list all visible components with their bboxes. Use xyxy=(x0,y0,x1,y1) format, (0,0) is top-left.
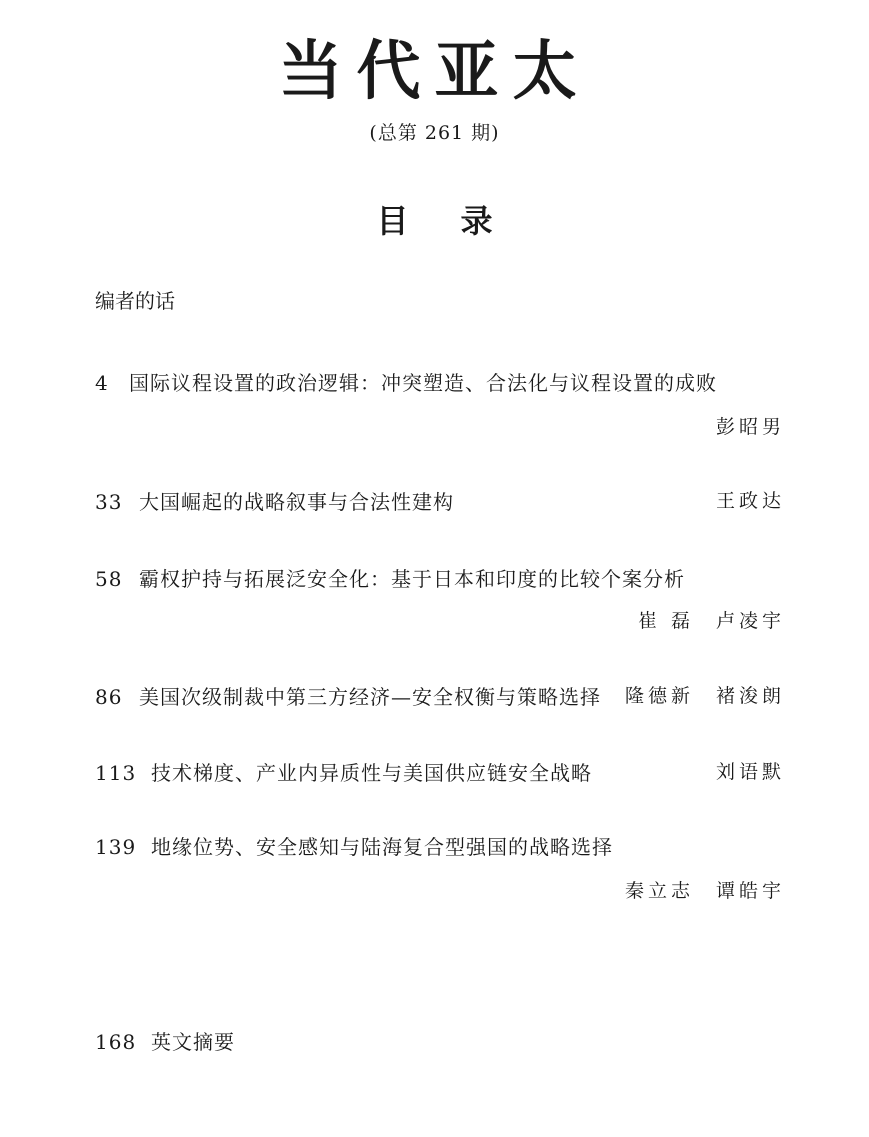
page-number: 139 xyxy=(95,835,137,859)
author-name: 褚浚朗 xyxy=(715,685,785,707)
toc-entry[interactable] xyxy=(95,1032,235,1052)
author-name: 谭皓宇 xyxy=(715,880,785,902)
article-author xyxy=(638,612,785,631)
article-title: 技术梯度、产业内异质性与美国供应链安全战略 xyxy=(151,761,592,785)
article-title: 英文摘要 xyxy=(151,1030,235,1054)
journal-title: 当代亚太 xyxy=(278,34,591,109)
page-number: 58 xyxy=(95,567,123,591)
author-name: 彭昭男 xyxy=(715,416,785,438)
toc-entry[interactable] xyxy=(95,373,717,393)
article-title: 地缘位势、安全感知与陆海复合型强国的战略选择 xyxy=(151,835,613,859)
toc-heading: 目录 xyxy=(376,202,545,240)
author-name: 崔 磊 xyxy=(637,610,694,632)
author-name: 卢凌宇 xyxy=(715,610,785,632)
article-author xyxy=(716,763,785,782)
article-author xyxy=(716,418,785,437)
issue-number: (总第 261 期) xyxy=(369,122,500,144)
page-number: 4 xyxy=(95,371,109,395)
article-title: 国际议程设置的政治逻辑：冲突塑造、合法化与议程设置的成败 xyxy=(129,371,717,395)
article-title: 美国次级制裁中第三方经济—安全权衡与策略选择 xyxy=(139,685,601,709)
article-title: 霸权护持与拓展泛安全化：基于日本和印度的比较个案分析 xyxy=(139,567,685,591)
article-author xyxy=(625,687,785,706)
page-number: 33 xyxy=(95,490,123,514)
author-name: 王政达 xyxy=(715,490,785,512)
toc-entry[interactable] xyxy=(95,687,601,707)
toc-entry[interactable] xyxy=(95,492,454,512)
author-name: 隆德新 xyxy=(624,685,694,707)
toc-entry[interactable] xyxy=(95,569,685,589)
toc-entry[interactable] xyxy=(95,763,592,783)
author-name: 刘语默 xyxy=(715,761,785,783)
article-author xyxy=(716,492,785,511)
toc-entry[interactable] xyxy=(95,837,613,857)
article-title: 大国崛起的战略叙事与合法性建构 xyxy=(139,490,454,514)
author-name: 秦立志 xyxy=(624,880,694,902)
article-author xyxy=(625,882,785,901)
page-number: 86 xyxy=(95,685,123,709)
editor-note[interactable]: 编者的话 xyxy=(95,289,175,313)
page-number: 113 xyxy=(95,761,137,785)
page-number: 168 xyxy=(95,1030,137,1054)
